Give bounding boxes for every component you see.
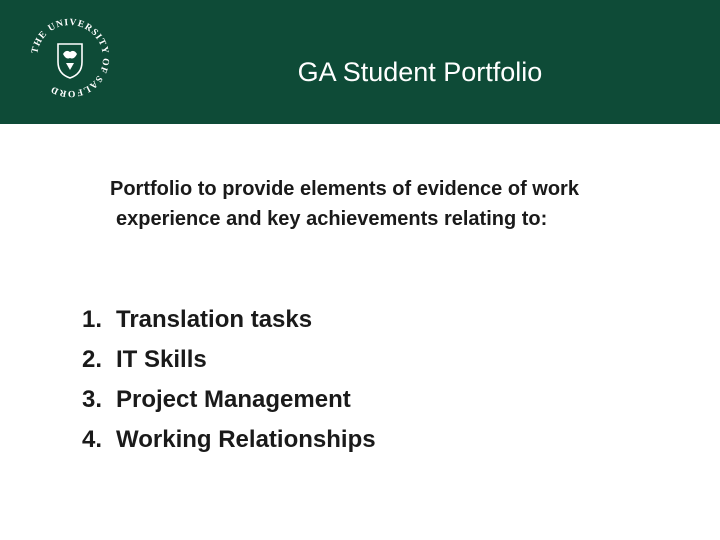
list-item — [82, 420, 642, 460]
list-label: Working Relationships — [116, 426, 376, 453]
list-number: 1. — [82, 306, 103, 333]
list-label: Project Management — [116, 386, 351, 413]
intro-text: Portfolio to provide elements of evidence of work experience and key achievements relating to: — [110, 178, 579, 230]
achievement-list — [82, 300, 642, 460]
list-item — [82, 340, 642, 380]
svg-text:THE UNIVERSITY OF SALFORD: THE UNIVERSITY OF SALFORD — [30, 17, 111, 99]
list-number: 2. — [82, 346, 103, 373]
list-label: Translation tasks — [116, 306, 313, 333]
list-number: 4. — [82, 426, 103, 453]
header-banner — [0, 0, 720, 124]
list-label: IT Skills — [116, 346, 207, 373]
list-item — [82, 380, 642, 420]
list-item — [82, 300, 642, 340]
university-crest-icon — [28, 16, 112, 100]
list-number: 3. — [82, 386, 103, 413]
page-title: GA Student Portfolio — [297, 57, 543, 87]
